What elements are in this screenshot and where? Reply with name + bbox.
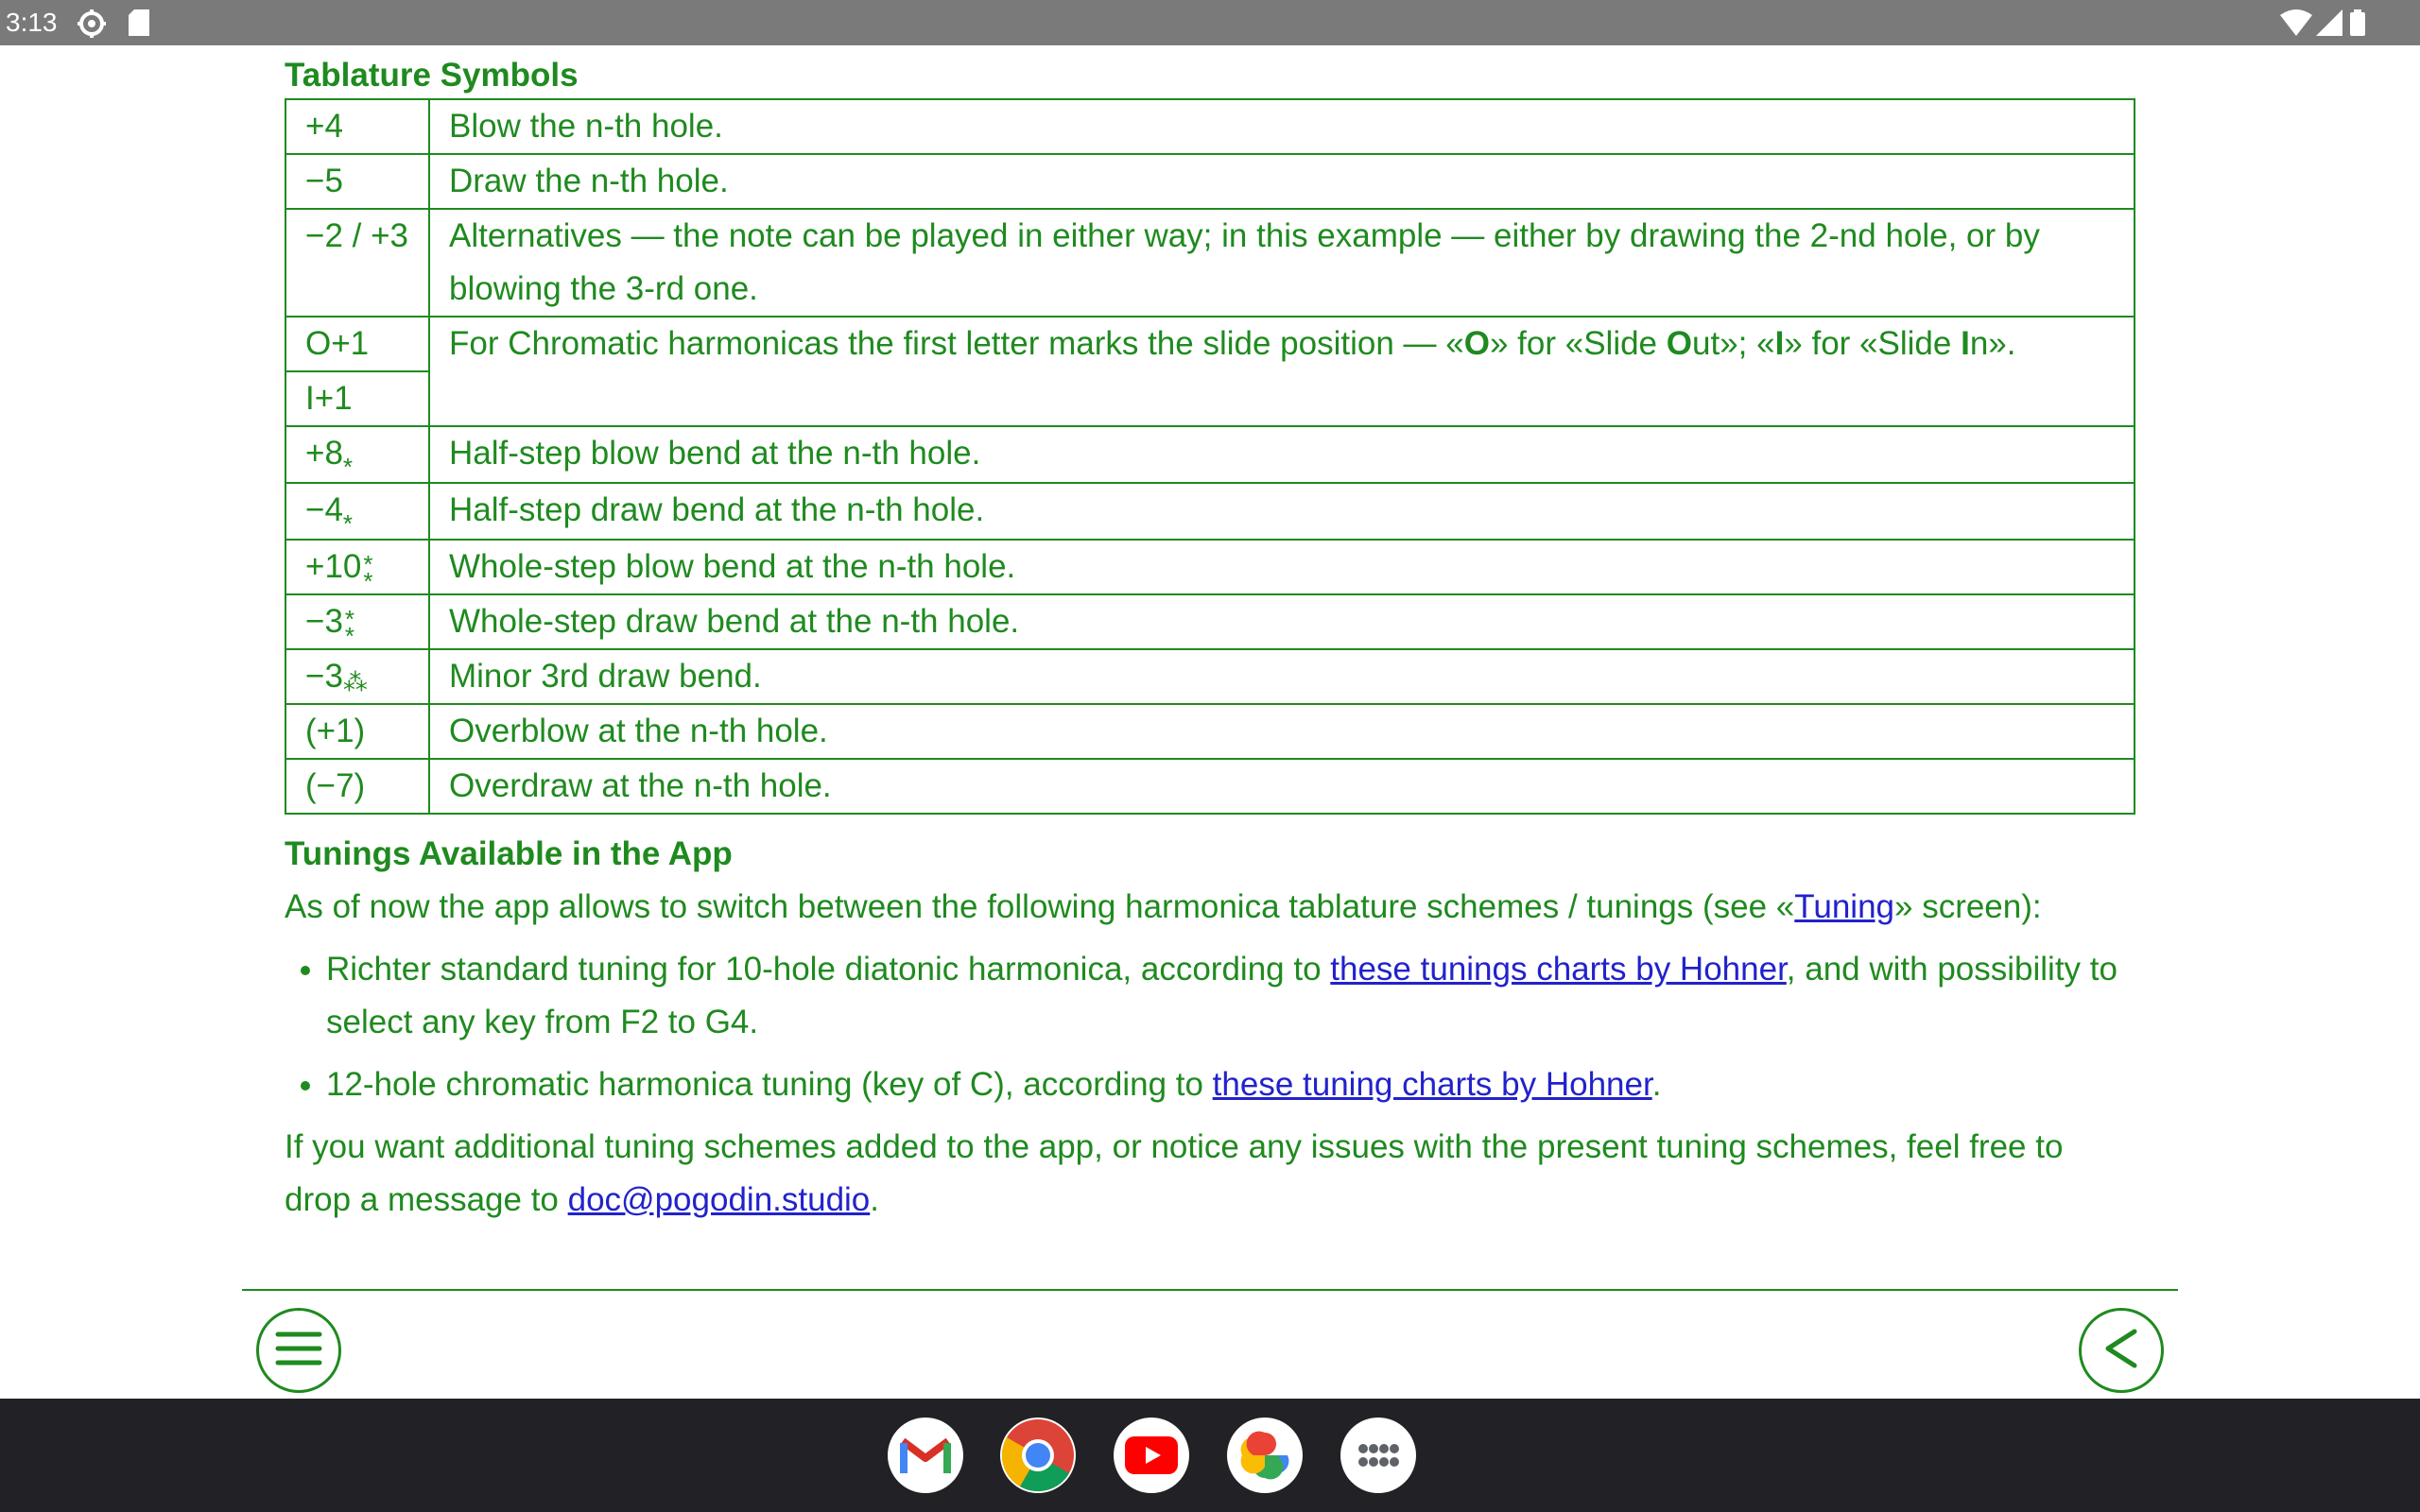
description-cell: Alternatives — the note can be played in either way; in this example — either by drawing the 2-nd hole, or by blowing the 3-rd one. [429,209,2135,317]
symbol-cell [285,317,429,371]
description-cell: Whole-step draw bend at the n-th hole. [429,594,2135,649]
bottom-divider [242,1289,2178,1291]
description-cell: Half-step draw bend at the n-th hole. [429,483,2135,540]
table-row [285,759,2135,814]
list-item-text-end: . [1651,1066,1662,1103]
list-item [326,943,2135,1049]
symbol-cell [285,99,429,154]
battery-icon [2350,9,2365,43]
gmail-icon[interactable] [888,1418,963,1493]
symbol-text: +4 [305,108,343,145]
symbol-cell [285,704,429,759]
description-cell: Whole-step blow bend at the n-th hole. [429,540,2135,594]
table-row [285,99,2135,154]
signal-icon [2316,9,2342,43]
symbol-text: −3 [305,658,343,695]
description-cell: Overblow at the n-th hole. [429,704,2135,759]
list-item-text-end: , and with possibility to select any key from F2 to G4. [326,951,2118,1040]
tunings-title: Tunings Available in the App [285,835,733,872]
symbol-text: (−7) [305,767,366,804]
description-cell: Draw the n-th hole. [429,154,2135,209]
symbol-cell [285,759,429,814]
intro-text: As of now the app allows to switch between the following harmonica tablature schemes / tunings (see « [285,888,1795,925]
symbol-text: −2 / +3 [305,217,408,254]
tuning-screen-link[interactable]: Tuning [1794,888,1894,925]
status-time: 3:13 [6,8,58,37]
youtube-icon[interactable] [1114,1418,1189,1493]
tablature-table [285,98,2135,815]
help-content [285,53,2135,1227]
back-button[interactable] [2079,1308,2164,1393]
symbol-text: −3 [305,603,343,640]
table-row [285,209,2135,317]
email-link[interactable]: doc@pogodin.studio [567,1181,871,1218]
tunings-list [285,943,2135,1111]
symbol-cell [285,209,429,317]
table-row [285,154,2135,209]
description-cell: For Chromatic harmonicas the first letter marks the slide position — «O» for «Slide Out»; «I» for «Slide In». [429,317,2135,426]
chevron-left-icon [2102,1328,2140,1374]
outro-text-end: . [870,1181,880,1218]
app-drawer-icon[interactable] [1340,1418,1416,1493]
description-cell: Minor 3rd draw bend. [429,649,2135,704]
menu-button[interactable] [256,1308,341,1393]
tablature-title: Tablature Symbols [285,57,579,94]
hohner-diatonic-link[interactable]: these tunings charts by Hohner [1330,951,1787,988]
symbol-text: −4 [305,491,343,528]
symbol-text: +8 [305,435,343,472]
table-row [285,649,2135,704]
sd-card-icon [129,9,149,43]
symbol-cell [285,154,429,209]
description-cell: Blow the n-th hole. [429,99,2135,154]
list-item [326,1058,2135,1111]
settings-icon [78,9,106,44]
hohner-chromatic-link[interactable]: these tuning charts by Hohner [1212,1066,1652,1103]
symbol-cell [285,540,429,594]
tunings-outro [285,1121,2135,1227]
symbol-text: (+1) [305,713,366,749]
symbol-cell [285,426,429,483]
symbol-text: +10 [305,548,362,585]
table-row [285,704,2135,759]
bend-mark: ** [344,604,354,650]
symbol-text: O+1 [305,325,370,362]
list-item-text: Richter standard tuning for 10-hole diatonic harmonica, according to [326,951,1331,988]
status-bar [0,0,2420,45]
symbol-cell [285,649,429,704]
table-row [285,483,2135,540]
symbol-text: −5 [305,163,343,199]
bend-mark: * [342,453,354,481]
table-row [285,540,2135,594]
outro-text: If you want additional tuning schemes added to the app, or notice any issues with the present tuning schemes, feel free to drop a message to [285,1128,2064,1218]
taskbar [0,1399,2420,1512]
symbol-cell [285,371,429,426]
chrome-icon[interactable] [1000,1418,1076,1493]
symbol-text: I+1 [305,380,353,417]
symbol-cell [285,483,429,540]
list-item-text: 12-hole chromatic harmonica tuning (key of C), according to [326,1066,1213,1103]
description-cell: Half-step blow bend at the n-th hole. [429,426,2135,483]
symbol-cell [285,594,429,649]
photos-icon[interactable] [1227,1418,1303,1493]
description-cell: Overdraw at the n-th hole. [429,759,2135,814]
bend-mark: ⁂ [342,667,368,696]
table-row [285,317,2135,371]
intro-text-end: » screen): [1894,888,2042,925]
table-row [285,594,2135,649]
bend-mark: * [342,509,354,538]
tunings-intro [285,881,2135,934]
table-row [285,426,2135,483]
wifi-icon [2280,9,2312,43]
bend-mark: ** [363,549,373,595]
hamburger-menu-icon [275,1330,322,1372]
